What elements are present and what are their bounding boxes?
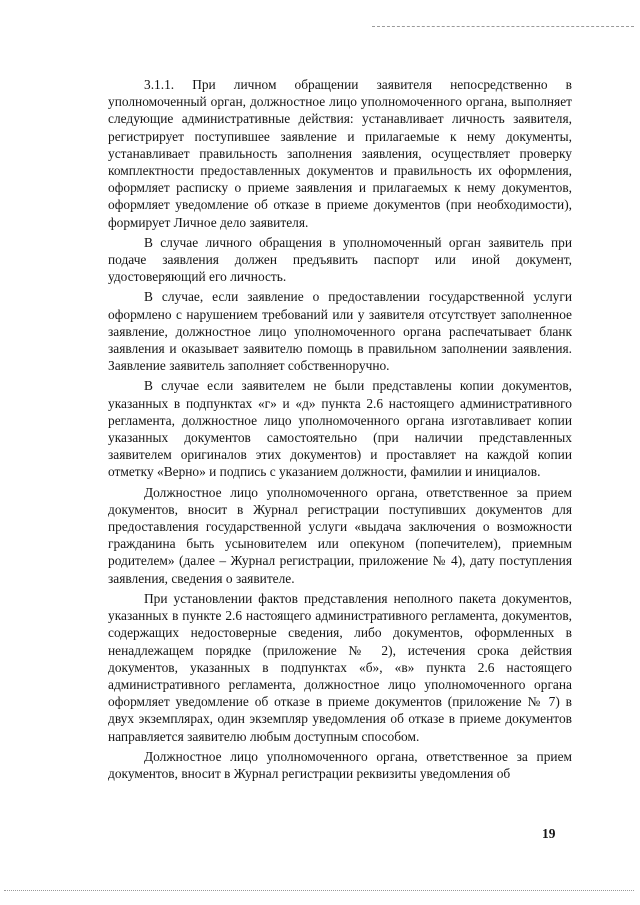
paragraph-application-form-assistance: В случае, если заявление о предоставлении государственной услуги оформлено с нарушением требований или у заявителя отсутствует заполненное заявление, должностное лицо уполномоченного органа распечатывает бланк заявления и оказывает заявителю помощь в правильном заполнении заявления. Заявление заявитель заполняет собственноручно.	[108, 289, 572, 374]
paragraph-personal-appeal-actions: 3.1.1. При личном обращении заявителя непосредственно в уполномоченный орган, должностное лицо уполномоченного органа, выполняет следующие административные действия: устанавливает личность заявителя, регистрирует поступившее заявление и прилагаемые к нему документы, устанавливает правильность заполнения заявления, осуществляет проверку комплектности предоставленных документов и правильность их оформления, оформляет расписку о приеме заявления и прилагаемых к нему документов, оформляет уведомление об отказе в приеме документов (при необходимости), формирует Личное дело заявителя.	[108, 77, 572, 230]
page-number: 19	[542, 826, 556, 841]
scan-artifact-bottom-line	[4, 890, 634, 891]
scan-artifact-top-line	[372, 26, 634, 27]
paragraph-refusal-notice: При установлении фактов представления неполного пакета документов, указанных в пункте 2.6 настоящего административного регламента, документов, содержащих недостоверные сведения, либо документов, оформленных в ненадлежащем порядке (приложение № 2), истечения срока действия документов, указанных в подпунктах «б», «в» пункта 2.6 настоящего административного регламента, должностное лицо уполномоченного органа оформляет уведомление об отказе в приеме документов (приложение № 7) в двух экземплярах, один экземпляр уведомления об отказе в приеме документов направляется заявителю любым доступным способом.	[108, 590, 572, 744]
paragraph-journal-registration: Должностное лицо уполномоченного органа, ответственное за прием документов, вносит в Журнал регистрации поступивших документов для предоставления государственной услуги «выдача заключения о возможности гражданина быть усыновителем или опекуном (попечителем), приемным родителем» (далее – Журнал регистрации, приложение № 4), дату поступления заявления, сведения о заявителе.	[108, 484, 572, 586]
paragraph-document-copies: В случае если заявителем не были представлены копии документов, указанных в подпунктах «г» и «д» пункта 2.6 настоящего административного регламента, должностное лицо уполномоченного органа изготавливает копии указанных документов самостоятельно (при наличии представленных заявителем оригиналов этих документов) и проставляет на каждой копии отметку «Верно» и подпись с указанием должности, фамилии и инициалов.	[108, 378, 572, 480]
paragraph-identity-document: В случае личного обращения в уполномоченный орган заявитель при подаче заявления должен предъявить паспорт или иной документ, удостоверяющий его личность.	[108, 234, 572, 285]
document-body	[108, 76, 572, 782]
paragraph-journal-refusal-details: Должностное лицо уполномоченного органа, ответственное за прием документов, вносит в Журнал регистрации реквизиты уведомления об	[108, 748, 572, 781]
